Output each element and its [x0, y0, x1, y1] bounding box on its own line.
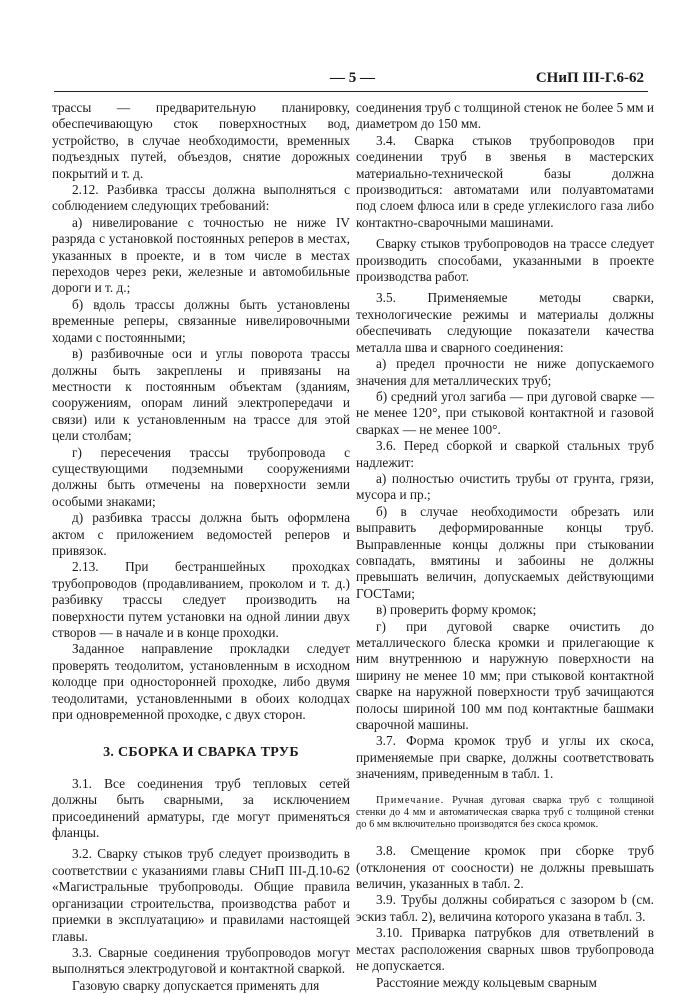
list-item: д) разбивка трассы должна быть оформлена актом с приложением ведомостей реперов и привязок.: [52, 510, 350, 558]
list-item: г) пересечения трассы трубопровода с существующими подземными сооружениями должны быть отмечены на поверхности земли особыми знаками;: [52, 444, 350, 509]
paragraph: трассы — предварительную планировку, обеспечивающую сток поверхностных вод, устройство, в случае необходимости, временных подъездных путей, объездов, снятие дорожных покрытий и т. д.: [52, 100, 350, 181]
paragraph: Газовую сварку допускается применять для: [72, 977, 320, 993]
list-item: а) полностью очистить трубы от грунта, грязи, мусора и пр.;: [356, 470, 654, 503]
clause-3-5: 3.5. Применяемые методы сварки, технологические режимы и материалы должны обеспечивать следующие показатели качества металла шва и сварного соединения:: [356, 290, 654, 355]
paragraph: Расстояние между кольцевым сварным: [376, 974, 597, 990]
paragraph: Сварку стыков трубопроводов на трассе следует производить способами, указанными в проекте производства работ.: [356, 236, 654, 285]
clause-3-2: 3.2. Сварку стыков труб следует производить в соответствии с указаниями главы СНиП III-Д.10-62 «Магистральные трубопроводы. Общие правила организации строительства, производства работ и приемки в эксплуатацию» и правилами настоящей главы.: [52, 846, 350, 944]
list-item: г) при дуговой сварке очистить до металлического блеска кромки и прилегающие к ним внутреннюю и наружную поверхности на ширину не менее 10 мм; при стыковой контактной сварке на наружной поверхности труб зачищаются полосы шириной 100 мм под контактные башмаки сварочной машины.: [356, 618, 654, 733]
section-heading: 3. СБОРКА И СВАРКА ТРУБ: [103, 745, 299, 761]
clause-3-10: 3.10. Приварка патрубков для ответвлений в местах расположения сварных швов трубопровода не допускается.: [356, 925, 654, 974]
clause-3-4: 3.4. Сварка стыков трубопроводов при соединении труб в звенья в мастерских материально-технической базы должна производиться: автоматами или полуавтоматами под слоем флюса или в среде углекислого газа либо контактно-сварочными машинами.: [356, 132, 654, 230]
left-column: [52, 100, 350, 994]
list-item: а) предел прочности не ниже допускаемого значения для металлических труб;: [356, 356, 654, 388]
list-item: в) проверить форму кромок;: [376, 602, 537, 618]
list-item: в) разбивочные оси и углы поворота трассы должны быть закреплены и привязаны на местности к постоянным объектам (зданиям, сооружениям, опорам линий электропередачи и связи) или к установленным на трассе для этой цели столбам;: [52, 346, 350, 444]
note-text: Ручная дуговая сварка труб с толщиной стенки до 4 мм и автоматическая сварка труб с толщиной стенки до 6 мм включительно производятся без скоса кромок.: [356, 794, 654, 831]
list-item: б) средний угол загиба — при дуговой сварке — не менее 120°, при стыковой контактной и газовой сварках — не менее 100°.: [356, 388, 654, 437]
paragraph: Заданное направление прокладки следует проверять теодолитом, установленным в исходном колодце при односторонней проходке, либо двумя теодолитами, установленными в обоих колодцах при одновременной проходке, с двух сторон.: [52, 641, 350, 723]
list-item: б) в случае необходимости обрезать или выправить деформированные концы труб. Выправленные концы должны при стыковании совпадать, вмятины и забоины не должны превышать величин, допускаемых действующими ГОСТами;: [356, 503, 654, 601]
right-column: [356, 100, 654, 991]
list-item: б) вдоль трассы должны быть установлены временные реперы, связанные нивелировочными ходами с постоянными;: [52, 296, 350, 345]
clause-3-3: 3.3. Сварные соединения трубопроводов могут выполняться электродуговой и контактной сваркой.: [52, 944, 350, 977]
note: [356, 795, 654, 832]
document-code: СНиП III-Г.6-62: [535, 70, 644, 86]
clause-3-7: 3.7. Форма кромок труб и углы их скоса, применяемые при сварке, должны соответствовать значениям, приведенным в табл. 1.: [356, 733, 654, 782]
list-item: а) нивелирование с точностью не ниже IV разряда с установкой постоянных реперов в местах, указанных в проекте, и в том числе в местах переходов через реки, железные и автомобильные дороги и т. д.;: [52, 214, 350, 296]
clause-3-8: 3.8. Смещение кромок при сборке труб (отклонения от соосности) не должны превышать величин, указанных в табл. 2.: [356, 843, 654, 892]
clause-2-12: 2.12. Разбивка трассы должна выполняться с соблюдением следующих требований:: [52, 182, 350, 214]
paragraph: соединения труб с толщиной стенок не более 5 мм и диаметром до 150 мм.: [356, 100, 654, 132]
note-label: Примечание.: [376, 794, 445, 806]
clause-3-9: 3.9. Трубы должны собираться с зазором b (см. эскиз табл. 2), величина которого указана в табл. 3.: [356, 892, 654, 924]
clause-3-1: 3.1. Все соединения труб тепловых сетей должны быть сварными, за исключением присоединений арматуры, где могут применяться фланцы.: [52, 775, 350, 841]
page-number: — 5 —: [330, 70, 375, 86]
clause-2-13: 2.13. При бестраншейных проходках трубопроводов (продавливанием, проколом и т. д.) разбивку трассы следует производить на поверхности путем установки на одной линии двух створов — в начале и в конце проходки.: [52, 559, 350, 640]
clause-3-6: 3.6. Перед сборкой и сваркой стальных труб надлежит:: [356, 438, 654, 470]
header-rule: [54, 91, 648, 92]
